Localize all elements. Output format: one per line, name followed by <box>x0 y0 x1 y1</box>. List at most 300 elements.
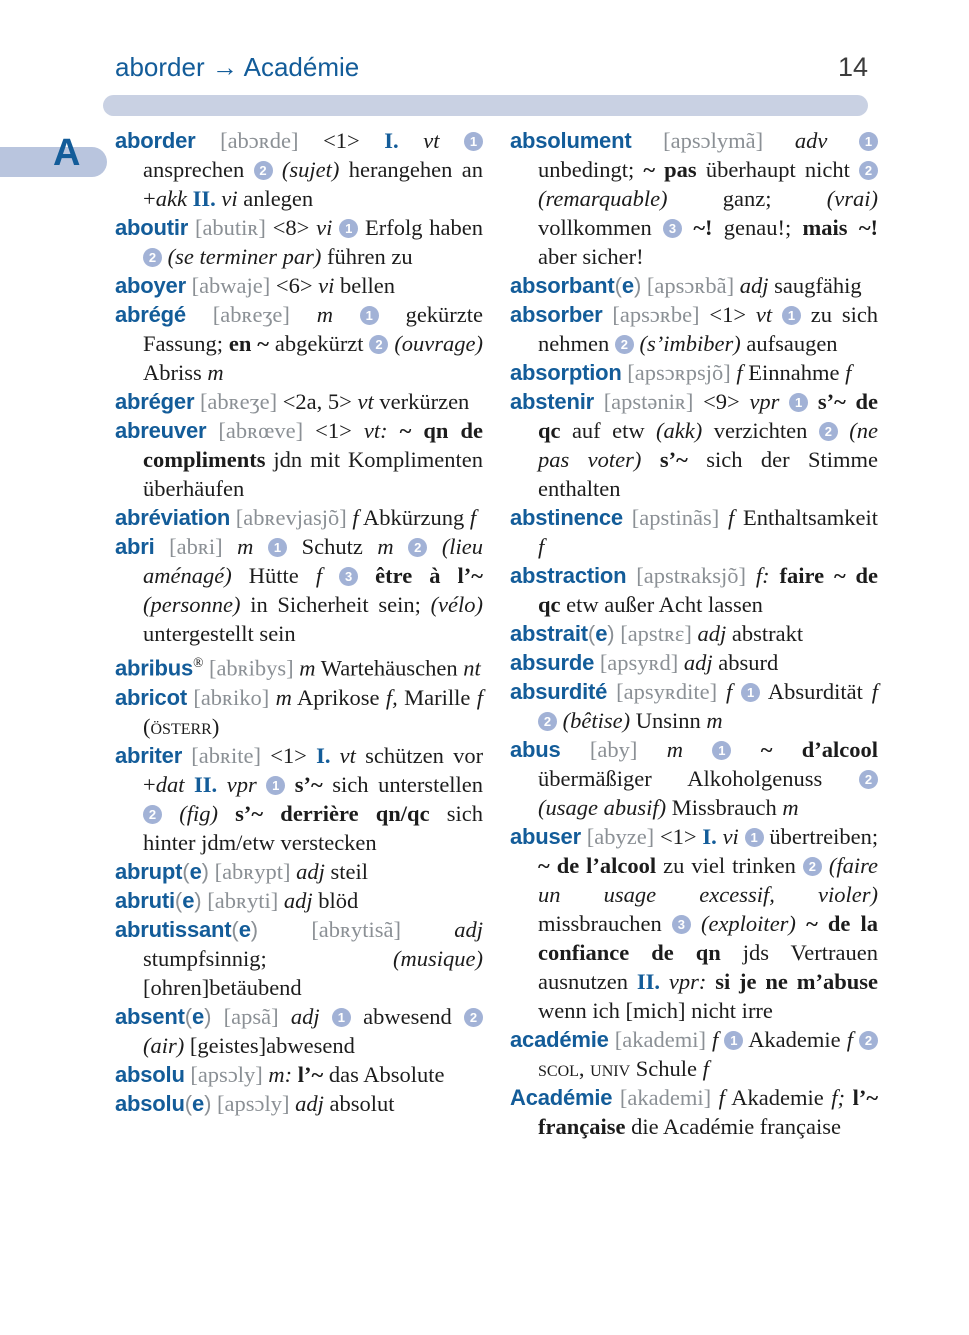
sense-number-badge: 1 <box>268 538 287 557</box>
grammar-label: f <box>315 563 323 588</box>
grammar-label: f, <box>385 684 398 710</box>
translation-text: genau!; <box>723 215 792 240</box>
translation-text: schützen vor + <box>143 742 484 797</box>
headword: abstraction <box>510 563 627 588</box>
grammar-label: f <box>736 360 743 385</box>
dictionary-entry <box>115 857 483 886</box>
pronunciation: [abwaje] <box>191 273 271 298</box>
sense-number-badge: 2 <box>538 712 557 731</box>
translation-text: zu viel trinken <box>663 853 796 878</box>
translation-text: Enthaltsamkeit <box>743 505 878 530</box>
headword-paren: ( <box>231 916 239 942</box>
dictionary-entry <box>115 300 483 387</box>
header-divider-bar <box>103 95 868 116</box>
translation-text: Abriss <box>143 360 202 385</box>
dictionary-entry <box>115 126 483 213</box>
subject-field-label: scol, univ <box>538 1056 631 1081</box>
headword-paren: ( <box>587 621 596 646</box>
pronunciation: [abʀi] <box>169 534 223 559</box>
sense-number-badge: 2 <box>464 1008 483 1027</box>
grammar-label: m <box>299 655 316 681</box>
translation-text: verkürzen <box>379 389 470 414</box>
headword-paren: ( <box>174 887 183 913</box>
dictionary-entry <box>115 387 483 416</box>
grammar-label: vi <box>221 186 238 211</box>
dictionary-entry <box>510 822 878 1025</box>
pronunciation: [abutiʀ] <box>194 215 266 240</box>
pronunciation: [abɔʀde] <box>220 128 299 153</box>
headword: Académie <box>510 1085 613 1110</box>
structure-numeral: II. <box>194 771 218 797</box>
headword: abus <box>510 737 561 762</box>
pronunciation: [akademi] <box>614 1027 706 1052</box>
translation-text: <2a, 5> <box>282 389 352 414</box>
pronunciation: [apstʀaksjõ] <box>636 563 746 588</box>
grammar-label: vt <box>339 742 356 768</box>
translation-text: Akademie <box>748 1027 841 1052</box>
sense-number-badge: 1 <box>782 306 801 325</box>
translation-text: steil <box>330 858 369 884</box>
translation-text: <1> <box>315 418 352 443</box>
grammar-label: m <box>377 534 394 559</box>
translation-text: <1> <box>659 824 697 849</box>
headword-feminine-ending: e <box>595 621 608 646</box>
dictionary-entry <box>115 416 483 503</box>
grammar-label: (se terminer par) <box>167 244 322 269</box>
translation-text: etw außer Acht lassen <box>566 592 763 617</box>
sense-number-badge: 2 <box>803 857 822 876</box>
headword: absorbant <box>510 273 615 298</box>
dictionary-entry <box>510 300 878 358</box>
headword-paren: ( <box>182 858 190 884</box>
translation-text: verzichten <box>713 418 808 443</box>
dictionary-entry <box>510 561 878 619</box>
grammar-label: (vélo) <box>430 592 484 617</box>
grammar-label: f <box>845 360 852 385</box>
bold-phrase: ~! <box>693 215 713 240</box>
translation-text: sich unterstellen <box>332 771 484 797</box>
grammar-label: vi <box>316 215 333 240</box>
grammar-label: (s’imbiber) <box>639 331 741 356</box>
dictionary-entry <box>510 1025 878 1083</box>
grammar-label: vt <box>423 128 440 153</box>
grammar-label: (remarquable) <box>538 186 668 211</box>
translation-text: abstrakt <box>731 621 804 646</box>
translation-text: wenn ich [mich] nicht irre <box>538 998 773 1023</box>
sense-number-badge: 1 <box>332 1008 351 1027</box>
sense-number-badge: 2 <box>143 248 162 267</box>
translation-text: abwesend <box>363 1003 452 1029</box>
translation-text: ganz; <box>722 186 772 211</box>
translation-text: <1> <box>323 128 360 153</box>
grammar-label: m <box>275 684 292 710</box>
sense-number-badge: 3 <box>663 219 682 238</box>
dictionary-entry <box>510 648 878 677</box>
grammar-label: f <box>469 505 477 530</box>
pronunciation: [abʀiko] <box>193 684 270 710</box>
translation-text: Missbrauch <box>671 795 777 820</box>
headword: abuser <box>510 824 581 849</box>
running-head: aborder → Académie <box>115 52 360 82</box>
pronunciation: [apsɔʀbe] <box>612 302 700 327</box>
headword: abréger <box>115 389 195 414</box>
translation-text: [ohren]betäubend <box>143 974 302 1000</box>
sense-number-badge: 2 <box>254 161 273 180</box>
grammar-label: (ouvrage) <box>394 331 484 356</box>
dictionary-entry <box>115 1002 483 1060</box>
translation-text: überhaupt nicht <box>705 157 850 182</box>
grammar-label: m <box>666 737 684 762</box>
grammar-label: m <box>207 360 224 385</box>
grammar-label: adj <box>295 1090 324 1116</box>
grammar-label: (musique) <box>393 945 483 971</box>
translation-text: <8> <box>272 215 310 240</box>
headword-feminine-ending: e <box>189 858 202 884</box>
grammar-label: f <box>718 1085 725 1110</box>
translation-text: saugfähig <box>774 273 862 298</box>
sense-number-badge: 3 <box>339 567 358 586</box>
sense-number-badge: 2 <box>859 770 878 789</box>
headword: absolument <box>510 128 632 153</box>
registered-trademark-icon: ® <box>193 655 204 670</box>
bold-phrase: en ~ <box>228 331 269 356</box>
headword: abruti <box>115 887 175 913</box>
grammar-label: (bêtise) <box>562 708 631 733</box>
dictionary-entry <box>115 532 483 648</box>
translation-text: <1> <box>709 302 747 327</box>
translation-text: zu sich nehmen <box>538 302 879 356</box>
pronunciation: [apsɔʀbã] <box>646 273 735 298</box>
translation-text: blöd <box>318 887 359 913</box>
thumb-tab-letter: A <box>53 132 81 174</box>
grammar-label: adj <box>739 273 769 298</box>
translation-text: absolut <box>329 1090 395 1116</box>
sense-number-badge: 1 <box>859 132 878 151</box>
pronunciation: [apsã] <box>223 1003 279 1029</box>
bold-phrase: s’~ derrière qn/qc <box>235 800 430 826</box>
sense-number-badge: 1 <box>360 306 379 325</box>
pronunciation: [akademi] <box>619 1085 712 1110</box>
dictionary-entry <box>115 741 483 857</box>
alphabet-thumb-tab <box>0 132 107 177</box>
grammar-label: f <box>871 679 879 704</box>
pronunciation: [apsyʀd] <box>599 650 679 675</box>
bold-phrase: s’~ de qc <box>538 389 878 443</box>
translation-text: sich hinter jdm/etw verstecken <box>143 800 484 855</box>
pronunciation: [abʀeʒe] <box>199 389 278 414</box>
headword: abrupt <box>115 858 183 884</box>
grammar-label: (akk) <box>656 418 703 443</box>
translation-text: anlegen <box>243 186 314 211</box>
grammar-label: m <box>237 534 254 559</box>
sense-number-badge: 1 <box>464 132 483 151</box>
dictionary-entry <box>510 358 878 387</box>
grammar-label: vt: <box>363 418 388 443</box>
grammar-label: (ne pas voter) <box>538 418 878 472</box>
headword-paren: ) <box>194 887 202 913</box>
pronunciation: [apstʀɛ] <box>620 621 692 646</box>
grammar-label: vpr <box>226 771 257 797</box>
headword: académie <box>510 1027 609 1052</box>
translation-text: bellen <box>340 273 396 298</box>
headword-paren: ( <box>184 1003 193 1029</box>
translation-text: übertreiben; <box>769 824 879 849</box>
headword: absurde <box>510 650 595 675</box>
bold-phrase: mais ~! <box>802 215 879 240</box>
grammar-label: f <box>538 534 545 559</box>
translation-text: jdn mit Komplimenten überhäufen <box>143 447 483 501</box>
translation-text: Erfolg haben <box>364 215 483 240</box>
headword: absorption <box>510 360 622 385</box>
grammar-label: vi <box>722 824 739 849</box>
sense-number-badge: 1 <box>789 393 808 412</box>
translation-text: Abkürzung <box>363 505 465 530</box>
grammar-label: (exploiter) <box>700 911 796 936</box>
bold-phrase: l’~ <box>297 1061 324 1087</box>
grammar-label: vpr <box>749 389 780 414</box>
pronunciation: [abʀœve] <box>218 418 304 443</box>
translation-text: aufsaugen <box>746 331 838 356</box>
headword: abri <box>115 534 155 559</box>
dictionary-entry <box>115 886 483 915</box>
translation-text: <6> <box>275 273 313 298</box>
translation-text: stumpfsinnig; <box>143 945 267 971</box>
translation-text: Aprikose <box>297 684 380 710</box>
headword: abreuver <box>115 418 207 443</box>
translation-text: Marille <box>404 684 471 710</box>
translation-text: Absurdität <box>767 679 863 704</box>
headword: absurdité <box>510 679 608 704</box>
dictionary-entry <box>510 126 878 271</box>
translation-text: Hütte <box>248 563 299 588</box>
bold-phrase: s’~ <box>659 447 688 472</box>
bold-phrase: être à l’~ <box>375 563 484 588</box>
grammar-label: m <box>706 708 723 733</box>
dictionary-entry <box>115 213 483 271</box>
page-number: 14 <box>837 52 868 82</box>
grammar-label: adv <box>794 128 828 153</box>
translation-text: Schutz <box>301 534 363 559</box>
sense-number-badge: 2 <box>143 805 162 824</box>
grammar-label: f: <box>755 563 770 588</box>
headword: abriter <box>115 742 183 768</box>
sense-number-badge: 2 <box>859 1031 878 1050</box>
grammar-label: m <box>782 795 799 820</box>
sense-number-badge: 1 <box>745 828 764 847</box>
dictionary-entry <box>115 503 483 532</box>
grammar-label: (sujet) <box>281 157 340 182</box>
dictionary-entry <box>115 1089 483 1118</box>
translation-text: [geistes]abwesend <box>189 1032 355 1058</box>
dictionary-entry <box>510 271 878 300</box>
headword: abricot <box>115 684 187 710</box>
grammar-label: adj <box>697 621 727 646</box>
translation-text: abgekürzt <box>274 331 364 356</box>
translation-text: herangehen an + <box>143 157 483 211</box>
sense-number-badge: 1 <box>724 1031 743 1050</box>
headword: aboutir <box>115 215 189 240</box>
headword-paren: ) <box>633 273 642 298</box>
grammar-label: (lieu aménagé) <box>143 534 484 588</box>
bold-phrase: ~ d’alcool <box>760 737 879 762</box>
headword: abstrait <box>510 621 588 646</box>
pronunciation: [apsɔly] <box>190 1061 263 1087</box>
bold-phrase: ~ pas <box>643 157 697 182</box>
grammar-label: f <box>712 1027 719 1052</box>
grammar-label: vi <box>318 273 335 298</box>
translation-text: Akademie <box>731 1085 824 1110</box>
translation-text: jds Vertrauen ausnutzen <box>538 940 878 994</box>
pronunciation: [abʀeʒe] <box>212 302 290 327</box>
bold-phrase: l’~ française <box>538 1085 879 1139</box>
subject-field-label: (österr) <box>143 713 220 739</box>
grammar-label: f <box>702 1056 709 1081</box>
pronunciation: [abʀibys] <box>208 655 294 681</box>
headword-feminine-ending: e <box>238 916 251 942</box>
bold-phrase: ~ de l’alcool <box>538 853 657 878</box>
sense-number-badge: 3 <box>672 915 691 934</box>
translation-text: untergestellt sein <box>143 621 296 646</box>
translation-text: in Sicherheit sein; <box>250 592 421 617</box>
grammar-label: adj <box>290 1003 320 1029</box>
translation-text: das Absolute <box>328 1061 445 1087</box>
grammar-label: nt <box>463 655 481 681</box>
pronunciation: [abʀite] <box>191 742 261 768</box>
translation-text: gekürzte Fassung; <box>143 302 484 356</box>
headword-paren: ) <box>201 858 209 884</box>
pronunciation: [abyze] <box>586 824 655 849</box>
bold-phrase: ~ qn de compliments <box>143 418 484 472</box>
headword-paren: ( <box>614 273 622 298</box>
grammar-label: m <box>316 302 333 327</box>
grammar-label: f <box>727 505 735 530</box>
dictionary-entry <box>510 1083 878 1141</box>
headword-feminine-ending: e <box>182 887 195 913</box>
grammar-label: f <box>846 1027 853 1052</box>
sense-number-badge: 2 <box>859 161 878 180</box>
translation-text: missbrauchen <box>538 911 662 936</box>
dictionary-entry <box>115 915 483 1002</box>
left-column <box>115 126 483 1141</box>
grammar-label: (vrai) <box>826 186 878 211</box>
page-header <box>115 52 868 83</box>
headword-paren: ) <box>607 621 615 646</box>
headword: abréviation <box>115 505 231 530</box>
sense-number-badge: 2 <box>615 335 634 354</box>
headword: absolu <box>115 1061 185 1087</box>
translation-text: aber sicher! <box>538 244 644 269</box>
pronunciation: [apsyʀdite] <box>616 679 718 704</box>
sense-number-badge: 1 <box>339 219 358 238</box>
dictionary-entry <box>510 503 878 561</box>
grammar-label: adj <box>454 916 483 942</box>
dictionary-entry <box>510 619 878 648</box>
dictionary-entry <box>510 735 878 822</box>
translation-text: <1> <box>270 742 307 768</box>
grammar-label: (faire un usage excessif, violer) <box>538 853 879 907</box>
headword-feminine-ending: e <box>192 1003 205 1029</box>
sense-number-badge: 1 <box>712 741 731 760</box>
grammar-label: m: <box>268 1061 293 1087</box>
pronunciation: [apstinãs] <box>631 505 720 530</box>
headword: abribus <box>115 655 194 681</box>
pronunciation: [apsɔly] <box>217 1090 290 1116</box>
translation-text: absurd <box>718 650 779 675</box>
headword: abstinence <box>510 505 623 530</box>
translation-text: übermäßiger Alkoholgenuss <box>538 766 823 791</box>
pronunciation: [abʀevjasjõ] <box>235 505 347 530</box>
dictionary-entry <box>115 648 483 683</box>
bold-phrase: faire ~ de qc <box>538 563 879 617</box>
grammar-label: vpr: <box>668 969 707 994</box>
grammar-label: (air) <box>143 1032 185 1058</box>
pronunciation: [apsɔʀpsjõ] <box>627 360 731 385</box>
grammar-label: vt <box>755 302 773 327</box>
grammar-label: f <box>476 684 484 710</box>
translation-text: führen zu <box>326 244 413 269</box>
translation-text: Einnahme <box>748 360 840 385</box>
grammar-label: dat <box>155 771 185 797</box>
dictionary-entry <box>510 387 878 503</box>
grammar-label: f <box>726 679 733 704</box>
headword-paren: ) <box>204 1090 212 1116</box>
sense-number-badge: 2 <box>408 538 427 557</box>
entry-columns <box>115 126 878 1141</box>
structure-numeral: I. <box>384 128 399 153</box>
translation-text: <9> <box>703 389 740 414</box>
structure-numeral: II. <box>192 186 216 211</box>
structure-numeral: II. <box>636 969 660 994</box>
sense-number-badge: 1 <box>741 683 760 702</box>
headword-paren: ) <box>250 916 259 942</box>
dictionary-entry <box>510 677 878 735</box>
dictionary-entry <box>115 1060 483 1089</box>
grammar-label: f; <box>831 1085 846 1110</box>
grammar-label: (usage abusif) <box>538 795 667 820</box>
headword: absent <box>115 1003 185 1029</box>
structure-numeral: I. <box>702 824 717 849</box>
headword: abrégé <box>115 302 186 327</box>
grammar-label: akk <box>155 186 187 211</box>
headword-paren: ) <box>204 1003 212 1029</box>
bold-phrase: ~ de la confiance de qn <box>538 911 879 965</box>
headword-feminine-ending: e <box>192 1090 205 1116</box>
headword: absorber <box>510 302 603 327</box>
dictionary-entry <box>115 271 483 300</box>
bold-phrase: si je ne m’abuse <box>715 969 878 994</box>
pronunciation: [abʀyti] <box>207 887 279 913</box>
translation-text: die Académie française <box>631 1114 841 1139</box>
grammar-label: (fig) <box>179 800 218 826</box>
dictionary-entry <box>115 683 483 741</box>
sense-number-badge: 2 <box>369 335 388 354</box>
pronunciation: [aby] <box>589 737 638 762</box>
structure-numeral: I. <box>316 742 331 768</box>
pronunciation: [abʀytisã] <box>311 916 402 942</box>
headword: abrutissant <box>115 916 232 942</box>
grammar-label: adj <box>283 887 313 913</box>
translation-text: Wartehäuschen <box>320 655 458 681</box>
right-column <box>510 126 878 1141</box>
headword: aborder <box>115 128 196 153</box>
grammar-label: f <box>352 505 359 530</box>
headword-paren: ( <box>184 1090 193 1116</box>
translation-text: sich der Stimme enthalten <box>538 447 879 501</box>
pronunciation: [apstəniʀ] <box>603 389 694 414</box>
grammar-label: (personne) <box>143 592 241 617</box>
translation-text: unbedingt; <box>538 157 635 182</box>
headword: aboyer <box>115 273 186 298</box>
